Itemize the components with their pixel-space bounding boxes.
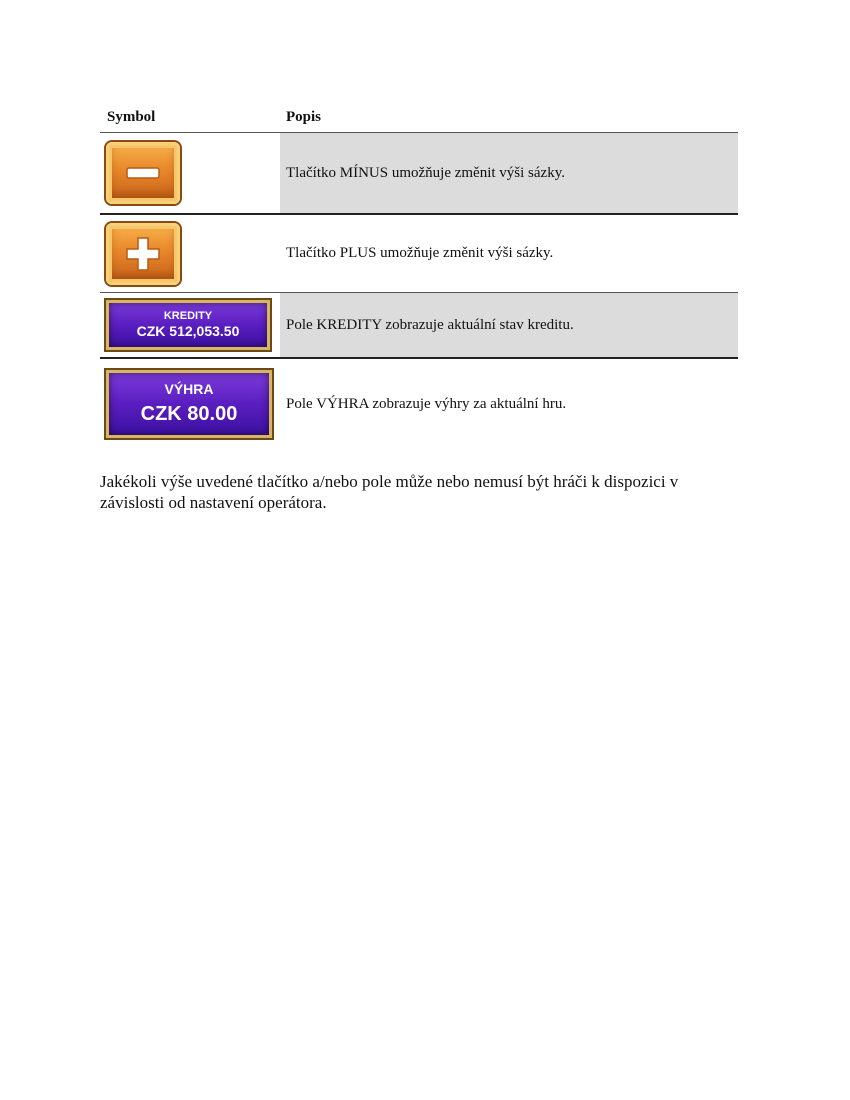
table-row xyxy=(100,133,738,215)
symbol-cell xyxy=(100,359,280,449)
win-field-value: CZK 80.00 xyxy=(140,403,238,425)
credits-field-label: KREDITY xyxy=(163,310,213,322)
availability-note: Jakékoli výše uvedené tlačítko a/nebo pole může nebo nemusí být hráči k dispozici v závislosti od nastavení operátora. xyxy=(100,472,679,512)
credits-field-value: CZK 512,053.50 xyxy=(136,323,240,339)
minus-button-icon xyxy=(106,142,180,204)
symbol-cell xyxy=(100,133,280,213)
header-description: Popis xyxy=(286,108,322,125)
symbol-table xyxy=(100,102,738,449)
table-row xyxy=(100,359,738,449)
description-cell: Tlačítko PLUS umožňuje změnit výši sázky. xyxy=(286,245,554,261)
symbol-cell xyxy=(100,293,280,357)
plus-button-icon xyxy=(106,223,180,285)
table-header xyxy=(100,102,738,133)
win-field-label: VÝHRA xyxy=(164,381,214,397)
description-cell: Tlačítko MÍNUS umožňuje změnit výši sázky. xyxy=(286,164,565,181)
description-cell: Pole VÝHRA zobrazuje výhry za aktuální hru. xyxy=(286,395,567,412)
symbol-cell xyxy=(100,215,280,292)
header-symbol: Symbol xyxy=(107,108,156,125)
table-row xyxy=(100,293,738,359)
credits-field xyxy=(106,300,270,350)
description-cell: Pole KREDITY zobrazuje aktuální stav kreditu. xyxy=(286,316,574,333)
table-row xyxy=(100,215,738,293)
win-field xyxy=(106,370,272,438)
